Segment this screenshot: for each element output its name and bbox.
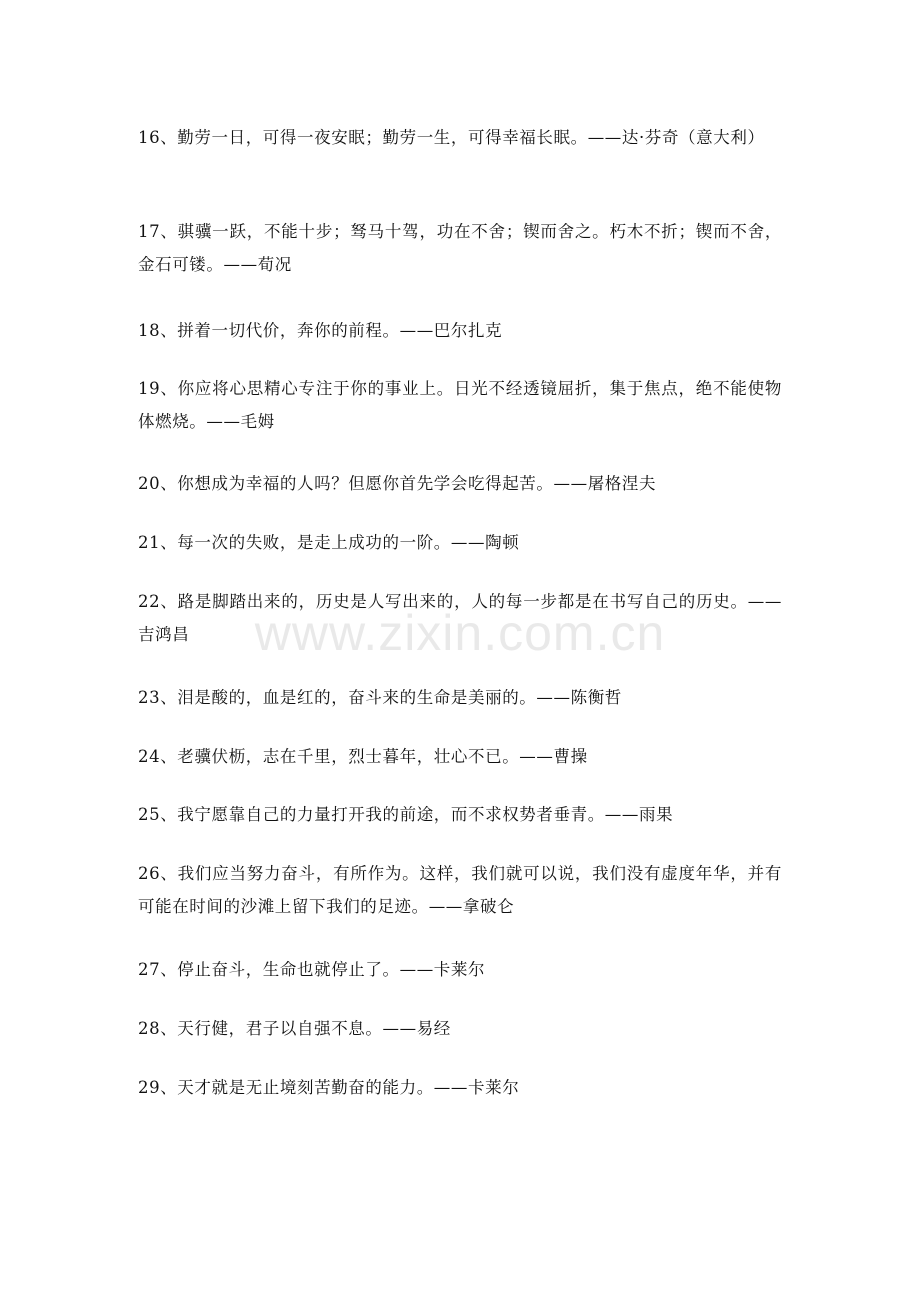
quote-20: 20、你想成为幸福的人吗？但愿你首先学会吃得起苦。——屠格涅夫 <box>138 474 657 493</box>
quote-19: 19、你应将心思精心专注于你的事业上。日光不经透镜屈折，集于焦点，绝不能使物体燃烧。——毛姆 <box>138 379 782 431</box>
quote-26: 26、我们应当努力奋斗，有所作为。这样，我们就可以说，我们没有虚度年华，并有可能在时间的沙滩上留下我们的足迹。——拿破仑 <box>138 864 782 916</box>
quote-24: 24、老骥伏枥，志在千里，烈士暮年，壮心不已。——曹操 <box>138 747 588 766</box>
quote-27: 27、停止奋斗，生命也就停止了。——卡莱尔 <box>138 960 486 979</box>
quote-17: 17、骐骥一跃，不能十步；驽马十驾，功在不舍；锲而舍之。朽木不折；锲而不舍，金石可镂。——荀况 <box>138 222 782 274</box>
quote-16: 16、勤劳一日，可得一夜安眠；勤劳一生，可得幸福长眠。——达·芬奇（意大利） <box>138 128 765 147</box>
watermark: www.zixin.com.cn <box>254 605 666 661</box>
quote-22: 22、路是脚踏出来的，历史是人写出来的，人的每一步都是在书写自己的历史。——吉鸿昌 <box>138 592 782 644</box>
quote-25: 25、我宁愿靠自己的力量打开我的前途，而不求权势者垂青。——雨果 <box>138 805 674 824</box>
quote-29: 29、天才就是无止境刻苦勤奋的能力。——卡莱尔 <box>138 1078 520 1097</box>
quote-21: 21、每一次的失败，是走上成功的一阶。——陶顿 <box>138 533 520 552</box>
quote-18: 18、拼着一切代价，奔你的前程。——巴尔扎克 <box>138 321 503 340</box>
quote-23: 23、泪是酸的，血是红的，奋斗来的生命是美丽的。——陈衡哲 <box>138 688 622 707</box>
quote-28: 28、天行健，君子以自强不息。——易经 <box>138 1019 451 1038</box>
